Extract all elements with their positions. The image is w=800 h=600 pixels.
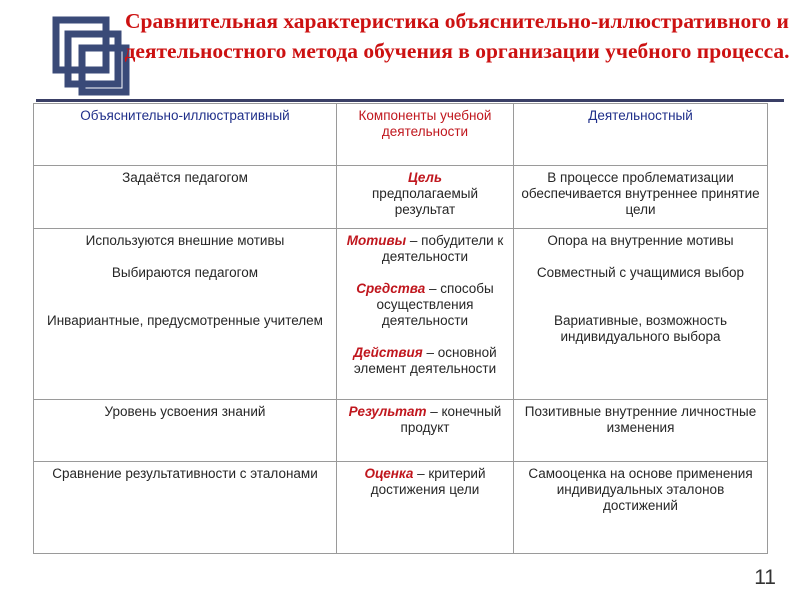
keyword-means: Средства xyxy=(356,281,426,296)
means-explanatory: Выбираются педагогом xyxy=(111,265,259,280)
header-components: Компоненты учебной деятельности xyxy=(337,104,514,166)
header-explanatory-method: Объяснительно-иллюстративный xyxy=(34,104,337,166)
motives-explanatory: Используются внешние мотивы xyxy=(85,233,285,248)
cell-process-component xyxy=(337,229,514,400)
title-divider xyxy=(36,99,784,102)
page-number: 11 xyxy=(754,566,776,589)
means-component xyxy=(341,281,509,329)
result-description: – конечный продукт xyxy=(400,404,502,435)
motives-component xyxy=(341,233,509,265)
goal-description: предполагаемый результат xyxy=(372,186,478,217)
keyword-result: Результат xyxy=(348,404,427,419)
table-row-result xyxy=(34,400,768,462)
header-activity-method: Деятельностный xyxy=(514,104,768,166)
motives-activity: Опора на внутренние мотивы xyxy=(547,233,734,248)
motives-description: – побудители к деятельности xyxy=(381,233,504,264)
keyword-actions: Действия xyxy=(353,345,423,360)
slide-title: Сравнительная характеристика объяснительно-иллюстративного и деятельностного метода обучения в организации учебного процесса. xyxy=(124,9,790,63)
actions-activity: Вариативные, возможность индивидуального выбора xyxy=(553,313,727,344)
means-activity: Совместный с учащимися выбор xyxy=(536,265,745,280)
keyword-assessment: Оценка xyxy=(364,466,414,481)
comparison-table xyxy=(33,103,768,554)
table-row-goal xyxy=(34,166,768,229)
actions-description: – основной элемент деятельности xyxy=(353,345,497,376)
cell-assessment-explanatory: Сравнение результативности с эталонами xyxy=(34,462,337,554)
table-header-row xyxy=(34,104,768,166)
cell-result-explanatory: Уровень усвоения знаний xyxy=(34,400,337,462)
cell-process-activity xyxy=(514,229,768,400)
cell-assessment-activity: Самооценка на основе применения индивидуальных эталонов достижений xyxy=(514,462,768,554)
cell-goal-activity: В процессе проблематизации обеспечивается внутреннее принятие цели xyxy=(514,166,768,229)
cell-process-explanatory xyxy=(34,229,337,400)
keyword-goal: Цель xyxy=(408,170,442,185)
cell-goal-component xyxy=(337,166,514,229)
actions-explanatory: Инвариантные, предусмотренные учителем xyxy=(47,313,323,328)
cell-assessment-component xyxy=(337,462,514,554)
cell-result-activity: Позитивные внутренние личностные изменения xyxy=(514,400,768,462)
table-row-process xyxy=(34,229,768,400)
means-description: – способы осуществления деятельности xyxy=(376,281,494,328)
actions-component xyxy=(341,345,509,377)
keyword-motives: Мотивы xyxy=(346,233,407,248)
cell-goal-explanatory: Задаётся педагогом xyxy=(34,166,337,229)
cell-result-component xyxy=(337,400,514,462)
assessment-description: – критерий достижения цели xyxy=(370,466,486,497)
table-row-assessment xyxy=(34,462,768,554)
